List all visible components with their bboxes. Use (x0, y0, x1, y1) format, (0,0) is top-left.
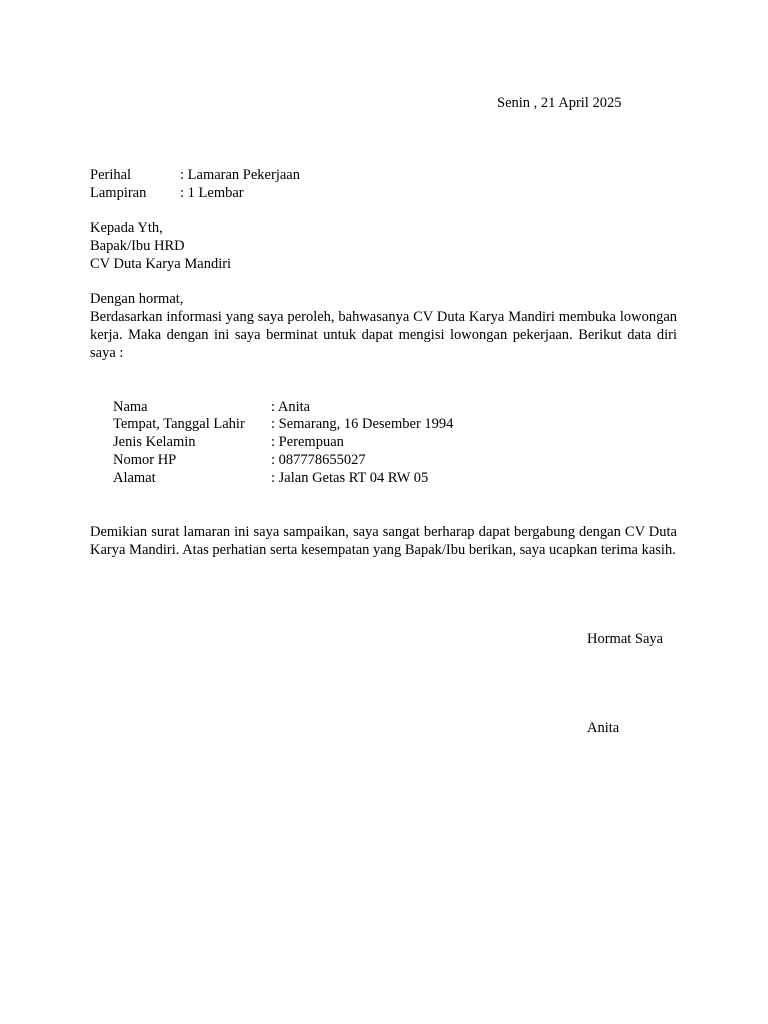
field-label-name: Nama (113, 399, 148, 415)
recipient-line: CV Duta Karya Mandiri (90, 256, 232, 272)
attachment-value: : 1 Lembar (180, 185, 244, 201)
recipient-line: Bapak/Ibu HRD (90, 238, 185, 254)
sign-off: Hormat Saya (587, 631, 664, 647)
recipient-line: Kepada Yth, (90, 220, 163, 236)
intro-paragraph: Berdasarkan informasi yang saya peroleh, bahwasanya CV Duta Karya Mandiri membuka lowongan kerja. Maka dengan ini saya berminat untuk dapat mengisi lowongan pekerjaan. Berikut data diri saya : (90, 309, 677, 361)
field-label-gender: Jenis Kelamin (113, 434, 196, 450)
field-label-birth: Tempat, Tanggal Lahir (113, 416, 245, 432)
closing-paragraph: Demikian surat lamaran ini saya sampaikan, saya sangat berharap dapat bergabung dengan CV Duta Karya Mandiri. Atas perhatian serta kesempatan yang Bapak/Ibu berikan, saya ucapkan terima kasih. (90, 524, 677, 558)
field-value-name: : Anita (271, 399, 311, 415)
greeting: Dengan hormat, (90, 291, 184, 307)
field-label-address: Alamat (113, 470, 156, 486)
subject-label: Perihal (90, 167, 132, 183)
field-value-phone: : 087778655027 (271, 452, 366, 468)
field-value-gender: : Perempuan (271, 434, 344, 450)
field-value-address: : Jalan Getas RT 04 RW 05 (271, 470, 429, 486)
letter-date: Senin , 21 April 2025 (497, 95, 622, 111)
attachment-label: Lampiran (90, 185, 147, 201)
subject-value: : Lamaran Pekerjaan (180, 167, 300, 183)
signer-name: Anita (587, 720, 620, 736)
field-value-birth: : Semarang, 16 Desember 1994 (271, 416, 454, 432)
field-label-phone: Nomor HP (113, 452, 177, 468)
